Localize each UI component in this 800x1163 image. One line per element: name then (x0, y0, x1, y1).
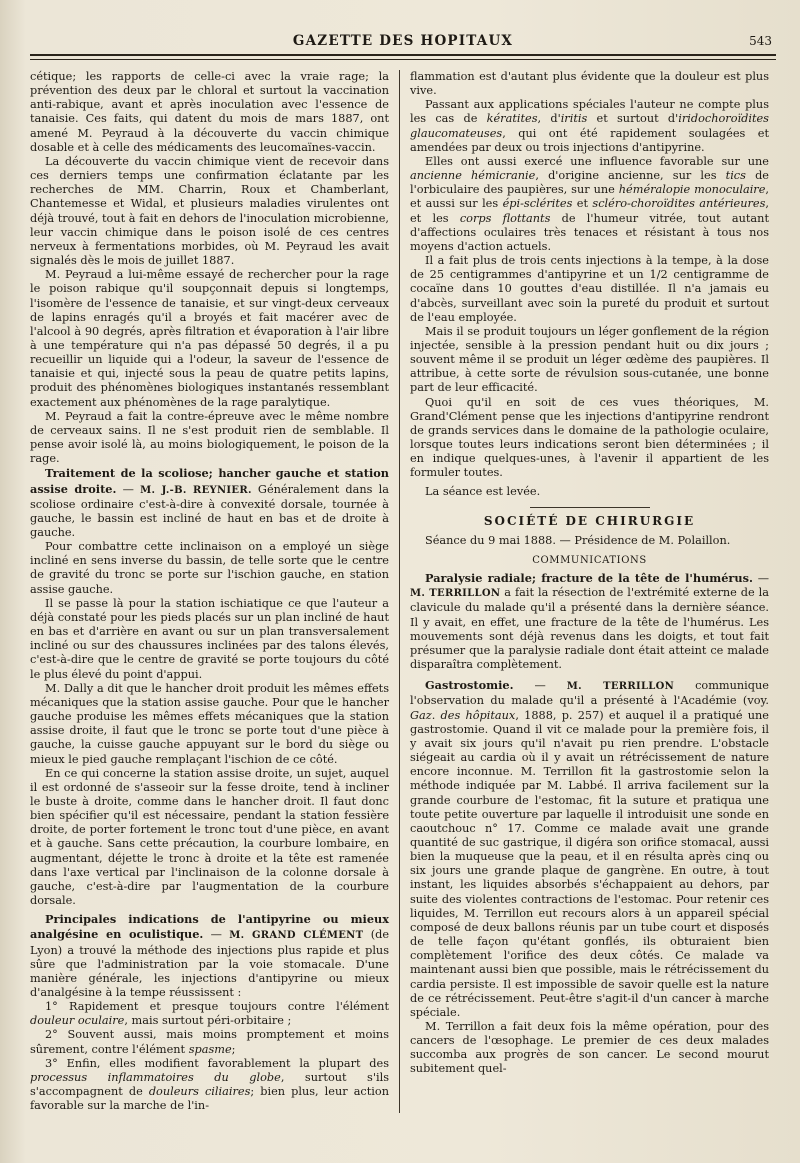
journal-title: GAZETTE DES HOPITAUX (292, 33, 514, 49)
article-text: (de Lyon) a trouvé la méthode des injections plus rapide et plus sûre que l'administration par la voie stomacale. D'une manière générale, les injections d'antipyrine ou mieux d'analgésine à la tempe réussissent : (30, 928, 390, 999)
right-column (399, 70, 769, 1113)
text: et surtout d' (587, 112, 679, 126)
paragraph: Il se passe là pour la station ischiatique ce que l'auteur a déjà constaté pour les pieds placés sur un plan incliné de haut en bas et d'arrière en avant ou sur un plan transversalement incliné ou sur des chaussures inclinées par des talons élevés, c'est-à-dire que le centre de gravité se porte toujours du côté le plus élevé du point d'appui. (30, 596, 389, 681)
article-author: M. J.-B. REYNIER. (140, 484, 252, 496)
text: Passant aux applications spéciales l'auteur ne compte plus les cas de (410, 98, 769, 126)
text: , qui ont été rapidement soulagées et amendées par deux ou trois injections d'antipyrine. (410, 126, 769, 154)
article-text: a fait la résection de l'extrémité externe de la clavicule du malade qu'il a présenté dans la dernière séance. Il y avait, en effet, une fracture de la tête de l'humérus. Les mouvements sont déjà revenus dans les doigts, et tout fait présumer que la paralysie radiale dont était atteint ce malade disparaîtra complètement. (410, 586, 769, 672)
paragraph (410, 98, 769, 155)
article-text: , 1888, p. 257) et auquel il a pratiqué une gastrostomie. Quand il vit ce malade pour la première fois, il y avait six jours qu'il n'avait pu rien prendre. L'obstacle siégeait au cardia où il y avait un rétrécissement de nature encore inconnue. M. Terrillon fit la gastrostomie selon la méthode indiquée par M. Labbé. Il arriva facilement sur la grande courbure de l'estomac, fit la suture et pratiqua une toute petite ouverture par laquelle il introduisit une sonde en caoutchouc n° 17. Comme ce malade avait une grande quantité de suc gastrique, il digéra son orifice stomacal, aussi bien la muqueuse que la peau, et il en résulta après cinq ou six jours une grande plaque de gangrène. En outre, à tout instant, les liquides absorbés s'échappaient au dehors, par suite des violentes contractions de l'estomac. Pour retenir ces liquides, M. Terrillon eut recours alors à un appareil spécial composé de deux ballons réunis par un tube court et disposés de telle façon qu'étant gonflés, ils obturaient bien complètement l'orifice des deux côtés. Ce malade va maintenant aussi bien que possible, mais le rétrécissement du cardia persiste. Il est impossible de savoir quelle est la nature de ce rétrécissement. Peut-être s'agit-il d'un cancer à marche spéciale. (410, 708, 769, 1019)
list-emphasis: douleur oculaire (30, 1014, 125, 1028)
paragraph: Quoi qu'il en soit de ces vues théoriques, M. Grand'Clément pense que les injections d'antipyrine rendront de grands services dans le domaine de la pathologie oculaire, lorsque toutes leurs indications seront bien déterminées ; il en indique quelques-unes, à l'avenir il appartient de les formuler toutes. (410, 395, 769, 480)
emphasis: iritis (560, 112, 588, 126)
article-antipyrine: Principales indications de l'antipyrine ou mieux analgésine en oculistique. — M. GRAND CLÉMENT (de Lyon) a trouvé la méthode des injections plus rapide et plus sûre que l'administration par la voie stomacale. D'une manière générale, les injections d'antipyrine ou mieux d'analgésine à la tempe réussissent : (30, 912, 390, 999)
emphasis: corps flottants (459, 211, 551, 225)
text: , et les (410, 197, 769, 225)
text: de l'humeur vitrée, tout autant d'affections oculaires très tenaces et résistant à tous nos moyens d'action actuels. (410, 211, 769, 253)
paragraph: cétique; les rapports de celle-ci avec la vraie rage; la prévention des deux par le chloral et surtout la vaccination anti-rabique, avant et après inoculation avec l'essence de tanaisie. Ces faits, qui datent du mois de mars 1887, ont amené M. Peyraud à la découverte du vaccin chimique dosable et à celle des médicaments des leucomaïnes-vaccin. (30, 70, 389, 154)
list-text: 2° Souvent aussi, mais moins promptement et moins sûrement, contre l'élément (30, 1028, 389, 1056)
paragraph: flammation est d'autant plus évidente que la douleur est plus vive. (410, 70, 769, 98)
text: de l'orbiculaire des paupières, sur une (410, 169, 769, 197)
emphasis: iridochoroïdites glaucomateuses (410, 112, 769, 140)
page-number: 543 (749, 34, 772, 48)
paragraph: La séance est levée. (425, 484, 541, 498)
article-text: Généralement dans la scoliose ordinaire c'est-à-dire à convexité dorsale, tournée à gauche, le bassin est incliné de haut en bas et de droite à gauche. (30, 482, 389, 539)
list-emphasis: douleurs ciliaires (148, 1085, 251, 1099)
list-text: , mais surtout péri-orbitaire ; (124, 1014, 292, 1028)
page-header (30, 30, 776, 58)
list-text: ; bien plus, leur action favorable sur la marche de l'in- (30, 1085, 389, 1113)
section-divider (530, 507, 650, 508)
text: , d'origine ancienne, sur les (535, 169, 717, 183)
paragraph: La découverte du vaccin chimique vient de recevoir dans ces derniers temps une confirmation éclatante par les recherches de MM. Charrin, Roux et Chamberlant, Chantemesse et Widal, et plusieurs maladies virulentes ont déjà trouvé, tout à fait en dehors de l'inoculation microbienne, leur vaccin chimique dans le poison isolé de ces centres nerveux à fermentations morbides, où M. Peyraud les avait signalés dès le mois de juillet 1887. (30, 154, 389, 268)
article-title: Paralysie radiale; fracture de la tête de l'humérus. (425, 571, 753, 586)
emphasis: tics (725, 169, 746, 183)
article-scoliose: Traitement de la scoliose; hancher gauche et station assise droite. — M. J.-B. REYNIER. Généralement dans la scoliose ordinaire c'est-à-dire à convexité dorsale, tournée à gauche, le bassin est incliné de haut en bas et de droite à gauche. (30, 466, 389, 539)
subsection-title: COMMUNICATIONS (532, 555, 647, 566)
article-text: communique l'observation du malade qu'il a présenté à l'Académie (voy. (410, 679, 769, 708)
list-item (30, 1000, 389, 1028)
article-title: Traitement de la scoliose; hancher gauche et station assise droite. (30, 466, 389, 496)
paragraph: M. Peyraud a fait la contre-épreuve avec le même nombre de cerveaux sains. Il ne s'est produit rien de semblable. Il pense avoir isolé là, au moins biologiquement, le poison de la rage. (30, 409, 389, 466)
article-author: M. GRAND CLÉMENT (229, 930, 364, 942)
paragraph: M. Peyraud a lui-même essayé de rechercher pour la rage le poison rabique qu'il soupçonnait depuis si longtemps, l'isomère de l'essence de tanaisie, et sur vingt-deux cerveaux de lapins enragés qu'il a broyés et fait macérer avec de l'alcool à 90 degrés, après filtration et évaporation à l'air libre à une température qui n'a pas dépassé 50 degrés, il a pu recueillir un liquide qui a l'odeur, la saveur de l'essence de tanaisie et qui, injecté sous la peau de quatre petits lapins, produit des phénomènes biologiques instantanés ressemblant exactement aux phénomènes de la rage paralytique. (30, 268, 389, 409)
header-rule-thin (30, 59, 776, 60)
emphasis: épi-sclérites (502, 197, 573, 211)
article-paralysie: Paralysie radiale; fracture de la tête de l'humérus. — M. TERRILLON a fait la résection de l'extrémité externe de la clavicule du malade qu'il a présenté dans la dernière séance. Il y avait, en effet, une fracture de la tête de l'humérus. Les mouvements sont déjà revenus dans les doigts, et tout fait présumer que la paralysie radiale dont était atteint ce malade disparaîtra complètement. (410, 571, 769, 672)
text: et (572, 197, 588, 211)
two-column-body (30, 70, 776, 1113)
paragraph: Pour combattre cette inclinaison on a employé un siège incliné en sens inverse du bassin, de telle sorte que le centre de gravité du tronc se porte sur l'ischion gauche, en station assise gauche. (30, 540, 389, 596)
paragraph: Mais il se produit toujours un léger gonflement de la région injectée, sensible à la pression pendant huit ou dix jours ; souvent même il se produit un léger œdème des paupières. Il attribue, à cette sorte de révulsion sous-cutanée, une bonne part de leur efficacité. (410, 324, 769, 395)
text: Elles ont aussi exercé une influence favorable sur une (425, 154, 769, 168)
list-emphasis: spasme (188, 1042, 232, 1056)
emphasis: scléro-choroïdites antérieures (592, 197, 766, 211)
header-rule (30, 54, 776, 56)
citation: Gaz. des hôpitaux (410, 708, 516, 722)
list-text: ; (231, 1042, 236, 1056)
article-title: Principales indications de l'antipyrine ou mieux analgésine en oculistique. (30, 912, 389, 942)
list-item (30, 1057, 389, 1114)
text: , d' (537, 112, 561, 126)
paragraph: En ce qui concerne la station assise droite, un sujet, auquel il est ordonné de s'asseoir sur la fesse droite, tend à incliner le buste à droite, comme dans le hancher droit. Il faut donc bien spécifier qu'il est nécessaire, pendant la station fessière droite, de porter fortement le tronc tout d'une pièce, en avant et à gauche. Sans cette précaution, la courbure lombaire, en augmentant, déjette le tronc à droite et la tête est ramenée dans l'axe vertical par l'inclinaison de la colonne dorsale à gauche, c'est-à-dire par l'augmentation de la courbure dorsale. (30, 766, 389, 908)
session-line: Séance du 9 mai 1888. — Présidence de M. Polaillon. (425, 533, 731, 547)
article-title: Gastrostomie. (425, 678, 514, 693)
list-text: 1° Rapidement et presque toujours contre l'élément (45, 1000, 389, 1014)
emphasis: héméralopie monoculaire (618, 183, 766, 197)
article-author: M. TERRILLON (410, 588, 501, 600)
article-author: M. TERRILLON (566, 681, 675, 693)
paragraph: Il a fait plus de trois cents injections à la tempe, à la dose de 25 centigrammes d'antipyrine et un 1/2 centigramme de cocaïne dans 10 gouttes d'eau distillée. Il n'a jamais eu d'abcès, surveillant avec soin la pureté du produit et surtout de l'eau employée. (410, 254, 769, 324)
paragraph: M. Terrillon a fait deux fois la même opération, pour des cancers de l'œsophage. Le premier de ces deux malades succomba aux progrès de son cancer. Le second mourut subitement quel- (410, 1020, 769, 1076)
list-emphasis: processus inflammatoires du globe (30, 1070, 281, 1084)
section-title: SOCIÉTÉ DE CHIRURGIE (483, 513, 696, 528)
left-column (30, 70, 399, 1113)
list-item (30, 1028, 389, 1056)
paragraph (410, 155, 769, 254)
text: , et aussi sur les (410, 183, 769, 211)
list-text: , surtout s'ils s'accompagnent de (30, 1070, 389, 1099)
emphasis: kératites (486, 112, 538, 126)
list-text: 3° Enfin, elles modifient favorablement la plupart des (45, 1056, 389, 1070)
article-gastrostomie: Gastrostomie. — M. TERRILLON communique l'observation du malade qu'il a présenté à l'Académie (voy. Gaz. des hôpitaux, 1888, p. 257) et auquel il a pratiqué une gastrostomie. Quand il vit ce malade pour la première fois, il y avait six jours qu'il n'avait pu rien prendre. L'obstacle siégeait au cardia où il y avait un rétrécissement de nature encore inconnue. M. Terrillon fit la gastrostomie selon la méthode indiquée par M. Labbé. Il arriva facilement sur la grande courbure de l'estomac, fit la suture et pratiqua une toute petite ouverture par laquelle il introduisit une sonde en caoutchouc n° 17. Comme ce malade avait une grande quantité de suc gastrique, il digéra son orifice stomacal, aussi bien la muqueuse que la peau, et il en résulta après cinq ou six jours une grande plaque de gangrène. En outre, à tout instant, les liquides absorbés s'échappaient au dehors, par suite des violentes contractions de l'estomac. Pour retenir ces liquides, M. Terrillon eut recours alors à un appareil spécial composé de deux ballons réunis par un tube court et disposés de telle façon qu'étant gonflés, ils obturaient bien complètement l'orifice des deux côtés. Ce malade va maintenant aussi bien que possible, mais le rétrécissement du cardia persiste. Il est impossible de savoir quelle est la nature de ce rétrécissement. Peut-être s'agit-il d'un cancer à marche spéciale. (410, 678, 769, 1019)
emphasis: ancienne hémicranie (410, 169, 536, 183)
paragraph: M. Dally a dit que le hancher droit produit les mêmes effets mécaniques que la station assise gauche. Pour que le hancher gauche produise les mêmes effets mécaniques que la station assise droite, il faut que le tronc se porte tout d'une pièce à gauche, la cuisse gauche appuyant sur le bord du siège ou mieux le pied gauche remplaçant l'ischion de ce côté. (30, 681, 389, 766)
